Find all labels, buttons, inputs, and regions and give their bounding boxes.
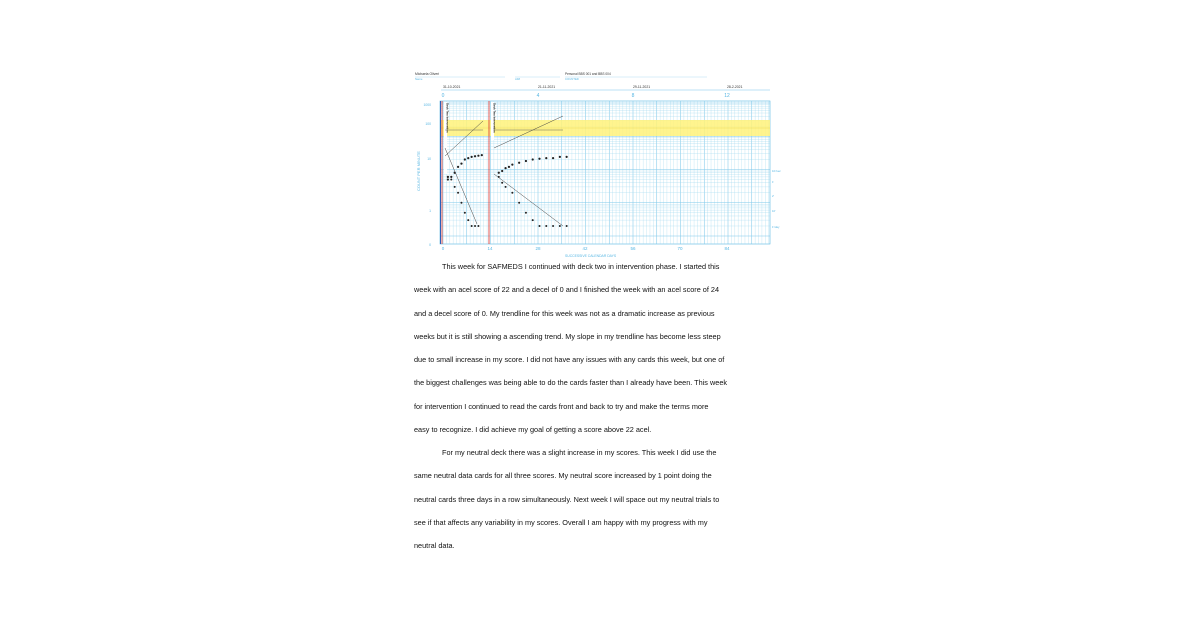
date-label: 28-2-2021 (727, 85, 743, 89)
y-tick-label: 1 (429, 209, 431, 213)
data-point (545, 157, 547, 159)
data-point (450, 179, 452, 181)
right-tick-label: 2' (772, 194, 775, 198)
text-line: the biggest challenges was being able to do the cards faster than I already have been. This week (414, 378, 728, 388)
date-label: 31-10-2021 (443, 85, 461, 89)
data-point (532, 158, 534, 160)
data-point (552, 157, 554, 159)
data-point (501, 170, 503, 172)
data-point (454, 172, 456, 174)
text-line: For my neutral deck there was a slight increase in my scores. This week I did use the (442, 448, 717, 457)
data-point (460, 163, 462, 165)
data-point (467, 157, 469, 159)
phase-label: Deck Two Intervention (445, 103, 450, 133)
date-label: 29-11-2021 (633, 85, 651, 89)
data-point (474, 225, 476, 227)
week-label: 0 (441, 93, 445, 99)
data-point (471, 156, 473, 158)
x-tick-label: 70 (677, 246, 683, 251)
document-page (405, 66, 790, 626)
data-point (545, 225, 547, 227)
data-point (464, 212, 466, 214)
data-point (471, 225, 473, 227)
chart-name-label: Name (415, 77, 423, 81)
week-label: 4 (536, 93, 540, 99)
data-point (566, 156, 568, 158)
data-point (559, 225, 561, 227)
data-point (511, 192, 513, 194)
data-point (532, 219, 534, 221)
data-point (457, 192, 459, 194)
chart-supervisor-text: Personal BBS 001 and BBS 004 (565, 72, 611, 76)
text-line: neutral cards three days in a row simultaneously. Next week I will space out my neutral trials to (414, 494, 720, 504)
data-point (477, 225, 479, 227)
data-point (454, 186, 456, 188)
data-point (474, 155, 476, 157)
week-label: 12 (724, 93, 730, 99)
right-tick-label: 10' (772, 209, 776, 213)
data-point (518, 162, 520, 164)
x-axis-label: SUCCESSIVE CALENDAR DAYS (565, 254, 617, 258)
data-point (538, 158, 540, 160)
data-point (467, 219, 469, 221)
text-line: easy to recognize. I did achieve my goal of getting a score above 22 acel. (414, 425, 652, 435)
data-point (559, 156, 561, 158)
text-line: due to small increase in my score. I did not have any issues with any cards this week, but one of (414, 355, 725, 365)
data-point (464, 158, 466, 160)
text-line: for intervention I continued to read the cards front and back to try and make the terms more (414, 401, 709, 411)
text-line: and a decel score of 0. My trendline for this week was not as a dramatic increase as previous (414, 308, 715, 318)
data-point (539, 225, 541, 227)
y-tick-label: 1000 (423, 103, 431, 107)
standard-celeration-chart (405, 66, 790, 261)
text-line: week with an acel score of 22 and a decel of 0 and I finished the week with an acel score of 24 (414, 285, 720, 295)
x-tick-label: 28 (535, 246, 541, 251)
y-tick-label: 0 (429, 243, 431, 247)
x-tick-label: 14 (487, 246, 493, 251)
text-line: neutral data. (414, 541, 455, 551)
data-point (447, 176, 449, 178)
data-point (518, 202, 520, 204)
week-label: 8 (631, 93, 635, 99)
y-tick-label: 100 (425, 122, 431, 126)
date-label: 21-11-2021 (538, 85, 556, 89)
paragraph-neutral (414, 441, 786, 557)
data-point (447, 178, 449, 180)
data-point (508, 166, 510, 168)
data-point (511, 164, 513, 166)
right-tick-label: 10'/sec (772, 169, 781, 173)
right-tick-label: 1' (772, 180, 775, 184)
data-point (552, 225, 554, 227)
paragraph-intervention (414, 255, 786, 441)
data-point (566, 225, 568, 227)
chart-aim-label: AIM (515, 77, 520, 81)
x-tick-label: 42 (582, 246, 588, 251)
y-tick-label: 10 (427, 157, 431, 161)
data-point (481, 154, 483, 156)
data-point (498, 172, 500, 174)
data-point (504, 167, 506, 169)
data-point (505, 186, 507, 188)
data-point (457, 166, 459, 168)
data-point (525, 212, 527, 214)
text-line: This week for SAFMEDS I continued with deck two in intervention phase. I started this (442, 262, 720, 271)
data-point (477, 155, 479, 157)
text-line: same neutral data cards for all three scores. My neutral score increased by 1 point doing the (414, 471, 712, 481)
data-point (450, 176, 452, 178)
chart-counted-label: COUNTED (565, 77, 579, 81)
text-line: see if that affects any variability in my scores. Overall I am happy with my progress with my (414, 517, 708, 527)
x-tick-label: 0 (441, 246, 445, 251)
chart-name-value: Michaela Oliveri (415, 72, 440, 76)
phase-label: Deck Two Intervention (492, 103, 497, 133)
data-point (498, 176, 500, 178)
text-line: weeks but it is still showing a ascending trend. My slope in my trendline has become less steep (414, 331, 721, 341)
y-axis-label: COUNT PER MINUTE (416, 151, 421, 191)
x-tick-label: 56 (630, 246, 636, 251)
x-tick-label: 84 (724, 246, 730, 251)
data-point (501, 182, 503, 184)
data-point (460, 202, 462, 204)
data-point (525, 160, 527, 162)
right-tick-label: 1'/day (772, 225, 780, 229)
